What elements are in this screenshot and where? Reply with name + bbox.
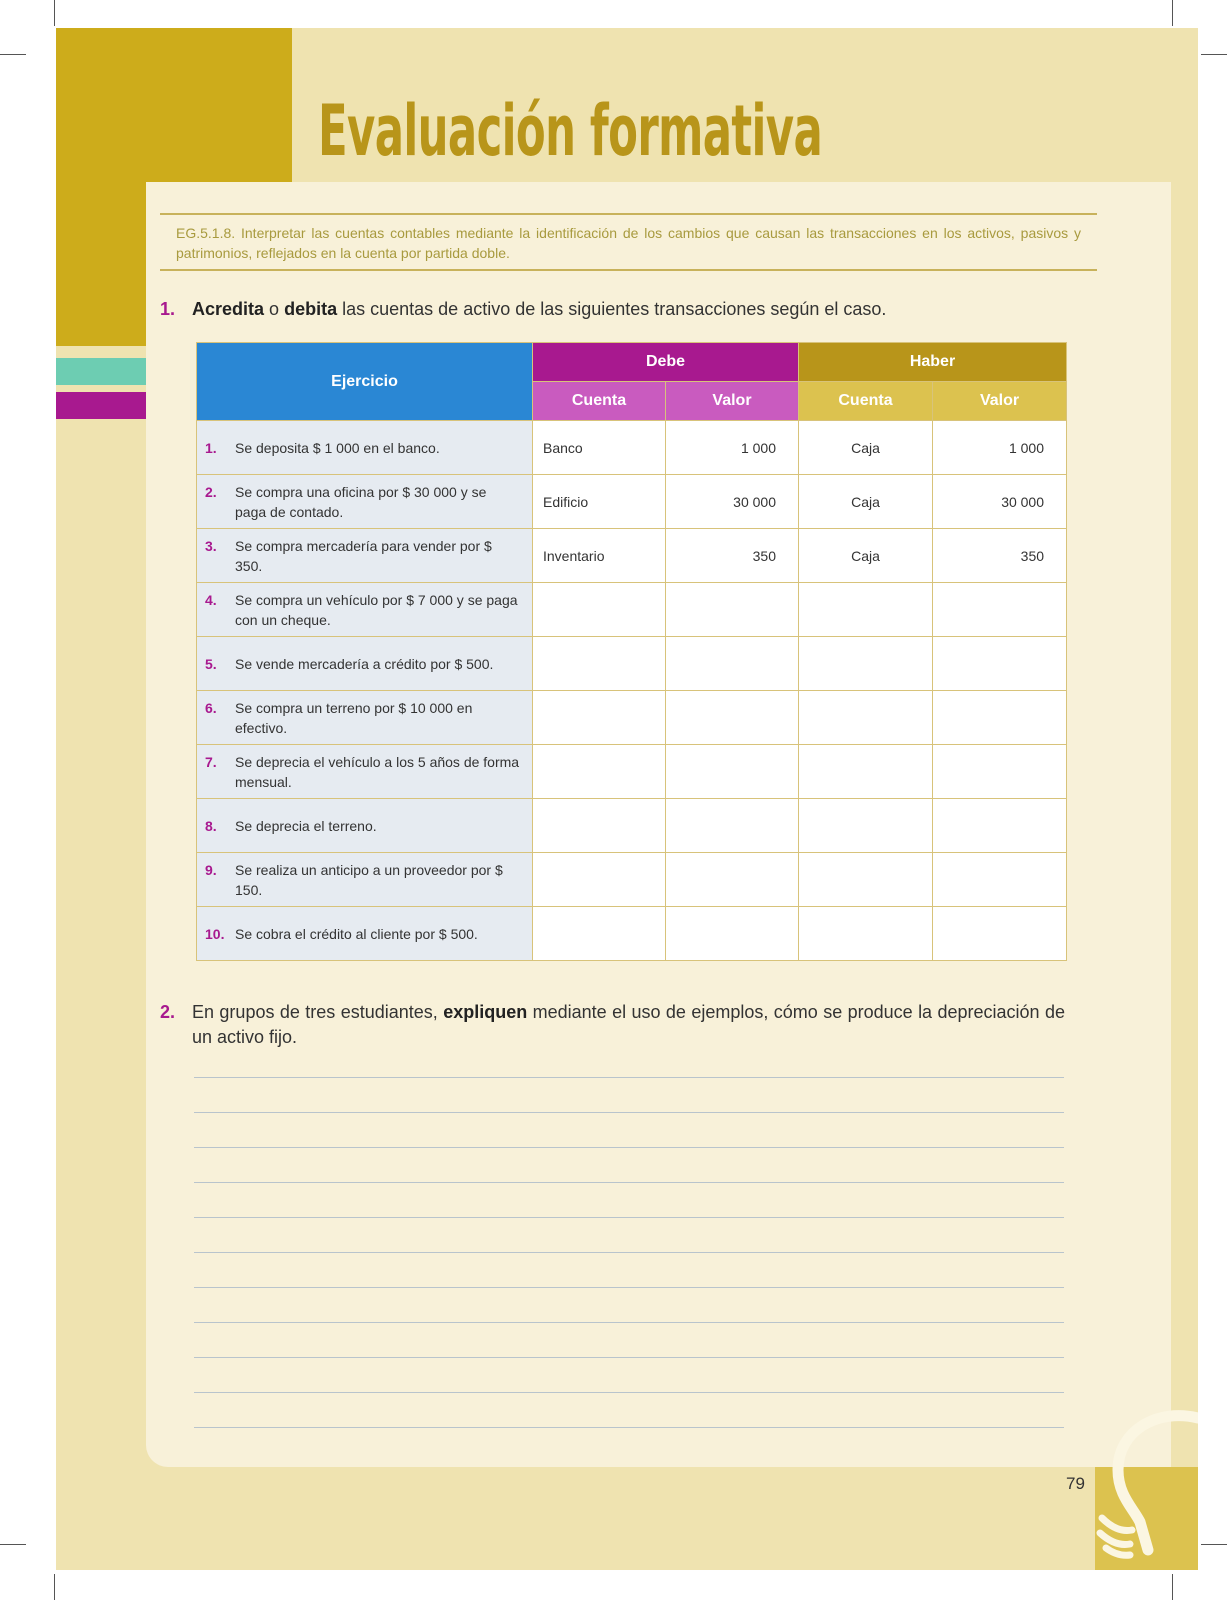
debe-valor-cell[interactable]: [666, 583, 799, 637]
header-haber: Haber: [799, 343, 1067, 382]
crop-mark: [54, 0, 55, 26]
crop-mark: [0, 1544, 26, 1545]
exercise-text: Se deprecia el vehículo a los 5 años de forma mensual.: [235, 753, 520, 790]
haber-cuenta-cell[interactable]: [799, 583, 933, 637]
debe-valor-cell[interactable]: [666, 853, 799, 907]
decorative-magenta-bar: [56, 392, 146, 419]
debe-cuenta-cell[interactable]: [533, 583, 666, 637]
page-number: 79: [1066, 1474, 1085, 1493]
exercise-number: 6.: [205, 699, 217, 716]
debe-cuenta-cell[interactable]: [533, 799, 666, 853]
haber-valor-cell[interactable]: [933, 583, 1067, 637]
haber-cuenta-cell[interactable]: [799, 745, 933, 799]
haber-valor-cell[interactable]: [933, 745, 1067, 799]
crop-mark: [54, 1574, 55, 1600]
debe-valor-cell[interactable]: 350: [666, 529, 799, 583]
answer-line[interactable]: [194, 1112, 1064, 1113]
debe-cuenta-cell[interactable]: [533, 745, 666, 799]
debe-valor-cell[interactable]: [666, 745, 799, 799]
haber-cuenta-cell[interactable]: [799, 637, 933, 691]
header-debe-cuenta: Cuenta: [533, 382, 666, 421]
answer-lines[interactable]: [194, 1077, 1064, 1462]
debe-cuenta-cell[interactable]: Inventario: [533, 529, 666, 583]
answer-line[interactable]: [194, 1252, 1064, 1253]
exercise-cell: [197, 529, 533, 583]
exercise-text: Se compra un vehículo por $ 7 000 y se paga con un cheque.: [235, 591, 518, 628]
haber-cuenta-cell[interactable]: Caja: [799, 529, 933, 583]
exercise-cell: [197, 907, 533, 961]
debe-valor-cell[interactable]: [666, 799, 799, 853]
answer-line[interactable]: [194, 1217, 1064, 1218]
accounts-table: [196, 342, 1067, 961]
question-1-connector: o: [269, 299, 280, 319]
haber-cuenta-cell[interactable]: Caja: [799, 421, 933, 475]
debe-cuenta-cell[interactable]: Edificio: [533, 475, 666, 529]
exercise-text: Se compra una oficina por $ 30 000 y se paga de contado.: [235, 483, 487, 520]
debe-valor-cell[interactable]: [666, 907, 799, 961]
debe-valor-cell[interactable]: 1 000: [666, 421, 799, 475]
table-row: [197, 691, 1067, 745]
exercise-cell: [197, 583, 533, 637]
answer-line[interactable]: [194, 1357, 1064, 1358]
question-2-number: 2.: [160, 1002, 176, 1022]
question-1: [160, 297, 1065, 322]
debe-valor-cell[interactable]: 30 000: [666, 475, 799, 529]
exercise-cell: [197, 475, 533, 529]
question-1-rest: las cuentas de activo de las siguientes transacciones según el caso.: [342, 299, 887, 319]
question-2-pre: En grupos de tres estudiantes,: [192, 1002, 438, 1022]
exercise-number: 4.: [205, 591, 217, 608]
header-debe: Debe: [533, 343, 799, 382]
exercise-text: Se deposita $ 1 000 en el banco.: [235, 439, 440, 456]
question-1-verb1: Acredita: [192, 299, 265, 319]
answer-line[interactable]: [194, 1287, 1064, 1288]
header-debe-valor: Valor: [666, 382, 799, 421]
exercise-cell: [197, 637, 533, 691]
table-row: [197, 799, 1067, 853]
haber-valor-cell[interactable]: 350: [933, 529, 1067, 583]
debe-cuenta-cell[interactable]: [533, 637, 666, 691]
exercise-cell: [197, 745, 533, 799]
question-1-text: [160, 297, 1065, 322]
table-row: [197, 529, 1067, 583]
question-2: [160, 1000, 1065, 1050]
crop-mark: [1172, 1574, 1173, 1600]
question-2-post: mediante el uso de ejemplos, cómo se produce la depreciación de un activo fijo.: [192, 1002, 1065, 1047]
debe-cuenta-cell[interactable]: [533, 853, 666, 907]
table-row: [197, 745, 1067, 799]
header-haber-valor: Valor: [933, 382, 1067, 421]
haber-cuenta-cell[interactable]: [799, 853, 933, 907]
haber-valor-cell[interactable]: [933, 637, 1067, 691]
exercise-number: 5.: [205, 655, 217, 672]
exercise-number: 2.: [205, 483, 217, 500]
haber-valor-cell[interactable]: 1 000: [933, 421, 1067, 475]
exercise-text: Se compra un terreno por $ 10 000 en efectivo.: [235, 699, 473, 736]
haber-valor-cell[interactable]: [933, 691, 1067, 745]
haber-cuenta-cell[interactable]: Caja: [799, 475, 933, 529]
exercise-cell: [197, 853, 533, 907]
exercise-text: Se realiza un anticipo a un proveedor por $ 150.: [235, 861, 503, 898]
lightbulb-icon: [1088, 1400, 1198, 1560]
debe-cuenta-cell[interactable]: Banco: [533, 421, 666, 475]
exercise-text: Se vende mercadería a crédito por $ 500.: [235, 655, 494, 672]
haber-cuenta-cell[interactable]: [799, 799, 933, 853]
exercise-number: 8.: [205, 817, 217, 834]
debe-valor-cell[interactable]: [666, 691, 799, 745]
haber-cuenta-cell[interactable]: [799, 691, 933, 745]
exercise-text: Se cobra el crédito al cliente por $ 500.: [235, 925, 478, 942]
debe-cuenta-cell[interactable]: [533, 691, 666, 745]
question-2-text: [160, 1000, 1065, 1050]
answer-line[interactable]: [194, 1427, 1064, 1428]
exercise-number: 1.: [205, 439, 217, 456]
header-ejercicio: Ejercicio: [197, 343, 533, 421]
haber-valor-cell[interactable]: 30 000: [933, 475, 1067, 529]
page-title: Evaluación formativa: [318, 90, 823, 172]
crop-mark: [1201, 54, 1227, 55]
exercise-cell: [197, 799, 533, 853]
exercise-cell: [197, 421, 533, 475]
exercise-cell: [197, 691, 533, 745]
haber-valor-cell[interactable]: [933, 799, 1067, 853]
decorative-teal-bar: [56, 358, 146, 385]
answer-line[interactable]: [194, 1322, 1064, 1323]
table-row: [197, 907, 1067, 961]
haber-valor-cell[interactable]: [933, 907, 1067, 961]
exercise-number: 7.: [205, 753, 217, 770]
table-row: [197, 637, 1067, 691]
table-row: [197, 853, 1067, 907]
answer-line[interactable]: [194, 1147, 1064, 1148]
question-2-verb: expliquen: [443, 1002, 528, 1022]
skill-criterion: EG.5.1.8. Interpretar las cuentas contables mediante la identificación de los cambios que causan las transacciones en los activos, pasivos y patrimonios, reflejados en la cuenta por partida doble.: [160, 213, 1097, 271]
header-haber-cuenta: Cuenta: [799, 382, 933, 421]
table-row: [197, 421, 1067, 475]
exercise-text: Se compra mercadería para vender por $ 350.: [235, 537, 492, 574]
answer-line[interactable]: [194, 1077, 1064, 1078]
haber-valor-cell[interactable]: [933, 853, 1067, 907]
table-row: [197, 475, 1067, 529]
exercise-text: Se deprecia el terreno.: [235, 817, 377, 834]
exercise-number: 3.: [205, 537, 217, 554]
debe-valor-cell[interactable]: [666, 637, 799, 691]
table-row: [197, 583, 1067, 637]
exercise-number: 9.: [205, 861, 217, 878]
crop-mark: [1172, 0, 1173, 26]
crop-mark: [1201, 1544, 1227, 1545]
question-1-verb2: debita: [284, 299, 338, 319]
exercise-number: 10.: [205, 925, 225, 942]
question-1-number: 1.: [160, 299, 176, 319]
crop-mark: [0, 54, 26, 55]
debe-cuenta-cell[interactable]: [533, 907, 666, 961]
answer-line[interactable]: [194, 1182, 1064, 1183]
haber-cuenta-cell[interactable]: [799, 907, 933, 961]
answer-line[interactable]: [194, 1392, 1064, 1393]
